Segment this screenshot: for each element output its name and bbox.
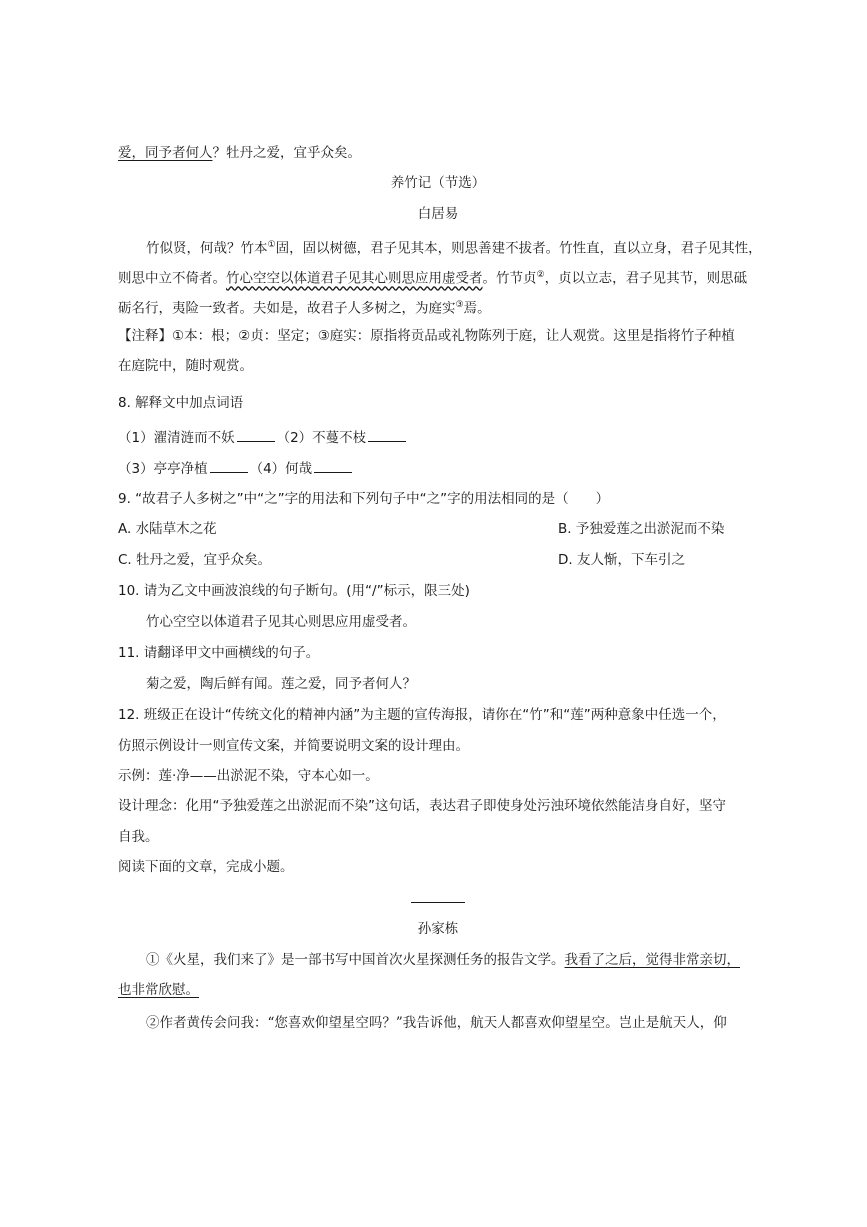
underlined-sentence: 爱，同予者何人 bbox=[118, 145, 213, 161]
option-a[interactable]: A. 水陆草木之花 bbox=[118, 521, 217, 537]
answer-blank[interactable] bbox=[314, 459, 352, 473]
underlined-sentence: 我看了之后，觉得非常亲切， bbox=[564, 952, 740, 968]
question-10-sentence: 竹心空空以体道君子见其心则思应用虚受者。 bbox=[146, 614, 416, 630]
passage-b-para-line1 bbox=[146, 235, 762, 259]
answer-blank[interactable] bbox=[210, 459, 248, 473]
text-span: ，贞以立志，君子见其节，则思砥 bbox=[544, 270, 748, 287]
footnote-mark: ② bbox=[536, 270, 545, 280]
question-9-options-row1 bbox=[118, 519, 758, 539]
passage-b-author: 白居易 bbox=[417, 206, 459, 222]
item-text: （3）亭亭净植 bbox=[118, 461, 208, 477]
underlined-sentence: 也非常欣慰。 bbox=[118, 982, 199, 998]
option-c[interactable]: C. 牡丹之爱，宜乎众矣。 bbox=[118, 552, 272, 568]
passage-b-title: 养竹记（节选） bbox=[390, 175, 486, 191]
text-span: 固，固以树德，君子见其本，则思善建不拔者。竹性直，直以立身，君子见其性， bbox=[275, 240, 762, 257]
continuation-line bbox=[118, 143, 758, 163]
passage-b-para-line2 bbox=[118, 265, 758, 289]
question-8-row1 bbox=[118, 428, 758, 448]
wavy-underlined-sentence: 竹心空空以体道君子见其心则思应用虚受者 bbox=[226, 270, 483, 287]
footnote-mark: ① bbox=[267, 240, 276, 250]
option-d[interactable]: D. 友人惭，下车引之 bbox=[558, 552, 685, 568]
text-span: 焉。 bbox=[463, 300, 491, 317]
question-11-sentence: 菊之爱，陶后鲜有闻。莲之爱，同予者何人？ bbox=[146, 676, 416, 692]
notes-line1: 【注释】①本：根；②贞：坚定；③庭实：原指将贡品或礼物陈列于庭，让人观赏。这里是指将竹子种植 bbox=[118, 328, 735, 344]
item-text: （4）何哉 bbox=[249, 461, 313, 477]
text-span: ①《火星，我们来了》是一部书写中国首次火星探测任务的报告文学。 bbox=[146, 952, 565, 968]
question-11: 11. 请翻译甲文中画横线的句子。 bbox=[118, 645, 320, 661]
item-text: （2）不蔓不枝 bbox=[276, 430, 367, 446]
text-span: 。竹节贞 bbox=[482, 270, 537, 287]
text-span: 则思中立不倚者。 bbox=[118, 270, 226, 287]
question-9: 9. “故君子人多树之”中“之”字的用法和下列句子中“之”字的用法相同的是（ ） bbox=[118, 491, 610, 507]
question-9-options-row2 bbox=[118, 550, 758, 570]
question-8-row2 bbox=[118, 459, 758, 479]
sentence-tail: ？牡丹之爱，宜乎众矣。 bbox=[212, 145, 361, 161]
answer-blank[interactable] bbox=[237, 428, 275, 442]
text-span: 竹似贤，何哉？竹本 bbox=[146, 240, 268, 257]
option-b[interactable]: B. 予独爱莲之出淤泥而不染 bbox=[558, 521, 725, 537]
passage-c-para1-line2 bbox=[118, 980, 758, 1000]
notes-line2: 在庭院中，随时观赏。 bbox=[118, 358, 253, 374]
question-8: 8. 解释文中加点词语 bbox=[118, 395, 244, 411]
answer-blank[interactable] bbox=[368, 428, 406, 442]
text-span: 砺名行，夷险一致者。夫如是，故君子人多树之，为庭实 bbox=[118, 300, 456, 317]
missing-title-blank bbox=[411, 902, 465, 903]
passage-c-para2-line1: ②作者黄传会问我：“您喜欢仰望星空吗？”我告诉他，航天人都喜欢仰望星空。岂止是航天人，仰 bbox=[146, 1015, 727, 1031]
footnote-mark: ③ bbox=[455, 300, 464, 310]
example-line: 示例：莲·净——出淤泥不染，守本心如一。 bbox=[118, 768, 379, 784]
passage-c-para1-line1 bbox=[146, 950, 758, 970]
passage-b-para-line3 bbox=[118, 295, 758, 319]
passage-c-author: 孙家栋 bbox=[417, 921, 459, 937]
design-idea-line2: 自我。 bbox=[118, 829, 159, 845]
question-12-line1: 12. 班级正在设计“传统文化的精神内涵”为主题的宣传海报，请你在“竹”和“莲”两种意象中任选一个， bbox=[118, 707, 726, 723]
reading-instruction: 阅读下面的文章，完成小题。 bbox=[118, 859, 294, 875]
design-idea-line1: 设计理念：化用“予独爱莲之出淤泥而不染”这句话，表达君子即使身处污浊环境依然能洁身自好，坚守 bbox=[118, 798, 726, 814]
item-text: （1）濯清涟而不妖 bbox=[118, 430, 235, 446]
question-12-line2: 仿照示例设计一则宣传文案，并简要说明文案的设计理由。 bbox=[118, 738, 469, 754]
question-10: 10. 请为乙文中画波浪线的句子断句。(用“/”标示，限三处) bbox=[118, 583, 470, 599]
